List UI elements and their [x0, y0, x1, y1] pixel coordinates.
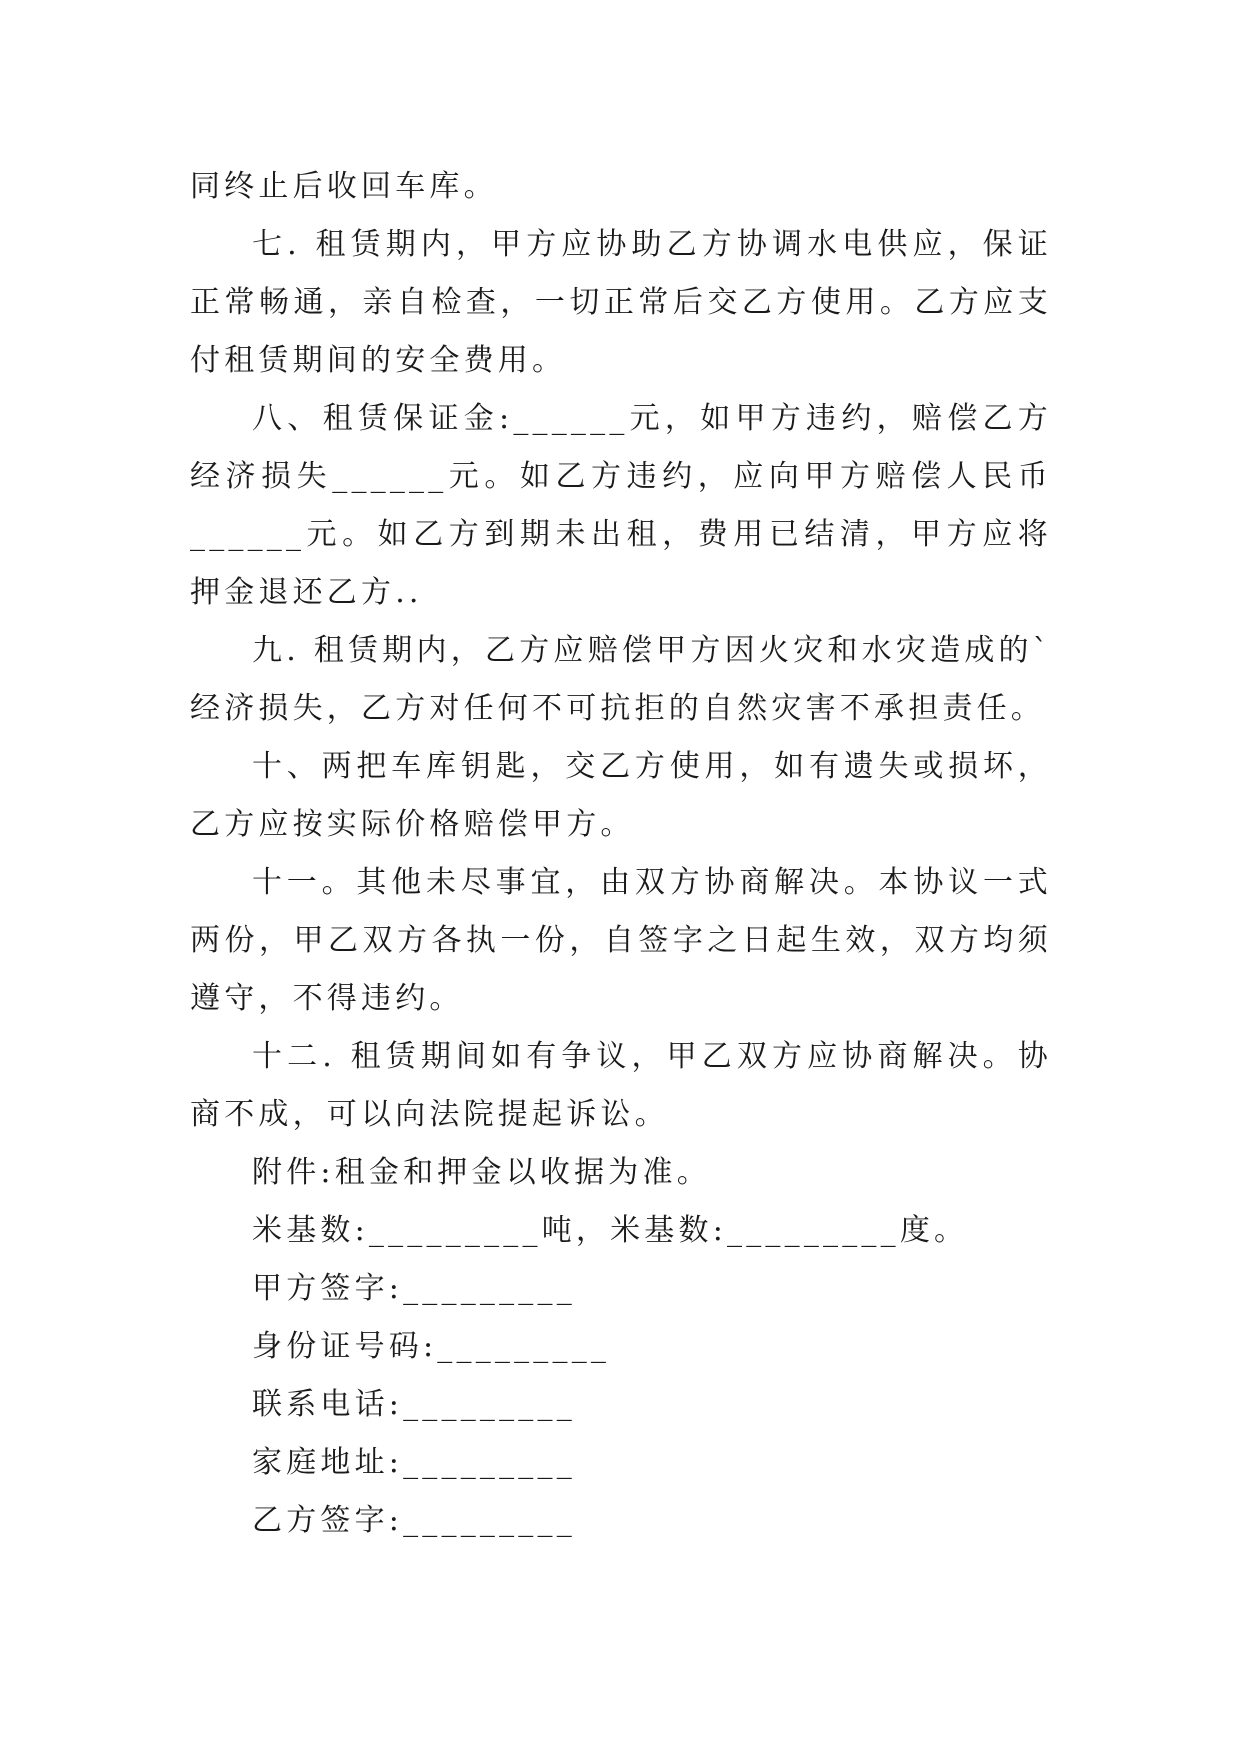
clause-9: 九. 租赁期内，乙方应赔偿甲方因火灾和水灾造成的`经济损失，乙方对任何不可抗拒的自然灾害不承担责任。	[190, 633, 1052, 726]
party-a-signature: 甲方签字:_________	[252, 1271, 576, 1306]
home-address: 家庭地址:_________	[252, 1445, 576, 1480]
paragraph-continuation: 同终止后收回车库。	[190, 169, 498, 204]
meter-readings: 米基数:_________吨，米基数:_________度。	[252, 1213, 969, 1248]
clause-8: 八、租赁保证金:______元，如甲方违约，赔偿乙方经济损失______元。如乙方违约，应向甲方赔偿人民币______元。如乙方到期未出租，费用已结清，甲方应将押金退还乙方..	[190, 401, 1052, 610]
party-b-signature: 乙方签字:_________	[252, 1503, 576, 1538]
document-page	[190, 158, 1052, 1550]
contact-phone: 联系电话:_________	[252, 1387, 576, 1422]
clause-12: 十二. 租赁期间如有争议，甲乙双方应协商解决。协商不成，可以向法院提起诉讼。	[190, 1039, 1052, 1132]
clause-10: 十、两把车库钥匙，交乙方使用，如有遗失或损坏，乙方应按实际价格赔偿甲方。	[190, 749, 1052, 842]
clause-7: 七. 租赁期内，甲方应协助乙方协调水电供应，保证正常畅通，亲自检查，一切正常后交乙方使用。乙方应支付租赁期间的安全费用。	[190, 227, 1052, 378]
attachment-note: 附件:租金和押金以收据为准。	[252, 1155, 711, 1190]
id-number: 身份证号码:_________	[252, 1329, 611, 1364]
clause-11: 十一。其他未尽事宜，由双方协商解决。本协议一式两份，甲乙双方各执一份，自签字之日起生效，双方均须遵守，不得违约。	[190, 865, 1052, 1016]
